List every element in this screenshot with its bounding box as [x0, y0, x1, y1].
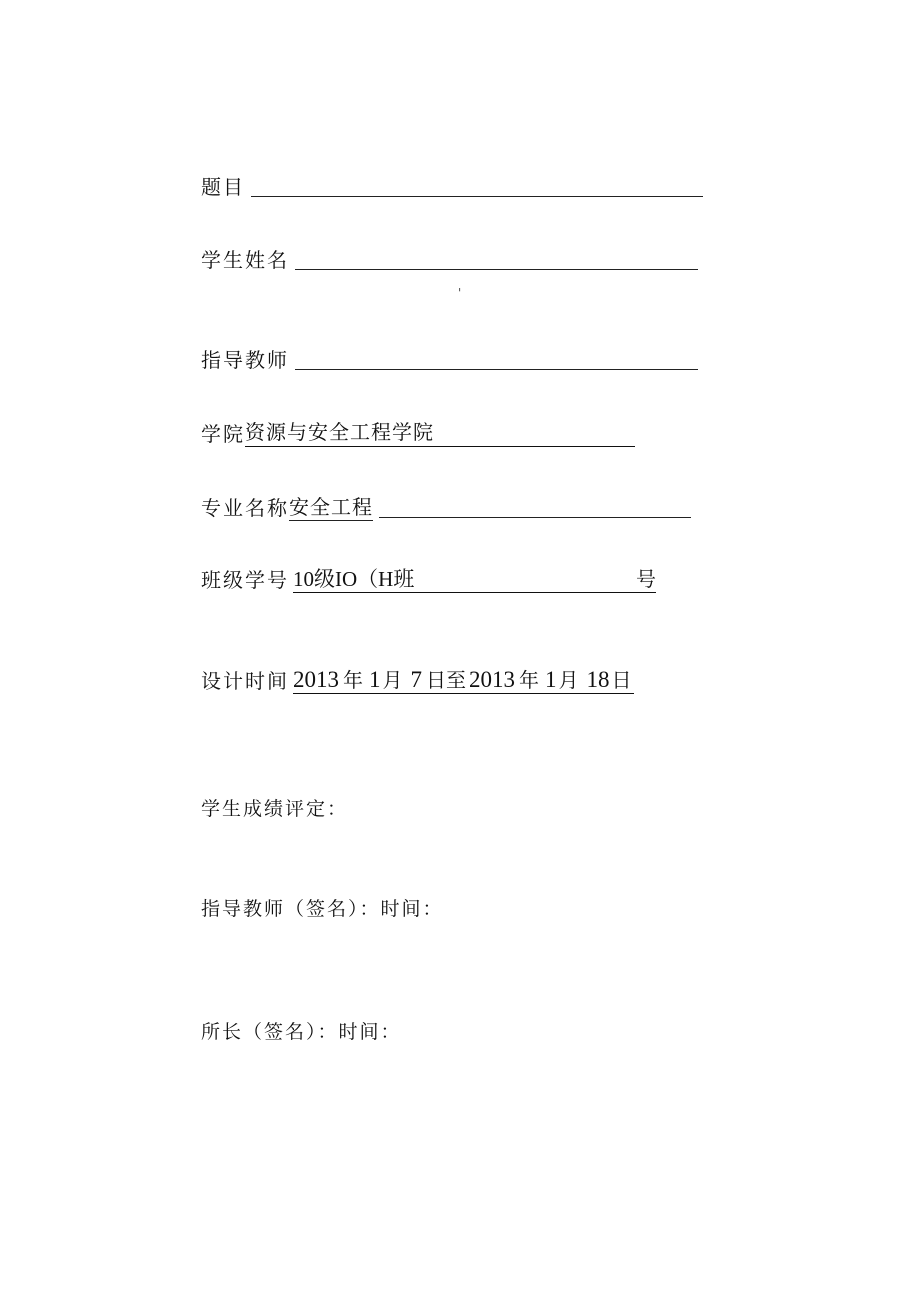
class-label: 班级学号 [201, 568, 289, 592]
title-label: 题目 [201, 175, 245, 199]
end-day: 18 [586, 667, 610, 692]
major-label: 专业名称 [201, 496, 289, 520]
advisor-row [201, 347, 698, 373]
college-row [201, 420, 635, 447]
title-field-line[interactable] [251, 195, 703, 197]
major-value[interactable]: 安全工程 [289, 495, 373, 519]
design-time-row [201, 667, 634, 694]
advisor-signature-label: 指导教师（签名）：时间： [201, 898, 444, 920]
day-unit-1: 日 [426, 668, 446, 692]
stray-mark: ' [458, 286, 462, 300]
grade-label: 学生成绩评定： [201, 798, 349, 820]
class-row [201, 566, 656, 593]
college-label: 学院 [201, 422, 245, 446]
start-year: 2013 [293, 667, 339, 692]
start-month: 1 [369, 667, 381, 692]
student-name-label: 学生姓名 [201, 248, 289, 272]
title-row [201, 174, 703, 200]
month-unit-2: 月 [558, 668, 579, 692]
start-day: 7 [410, 667, 422, 692]
advisor-field-line[interactable] [295, 368, 698, 370]
college-field[interactable] [245, 420, 635, 447]
major-field-line[interactable] [379, 516, 691, 518]
major-row [201, 494, 691, 521]
end-month: 1 [545, 667, 557, 692]
design-time-label: 设计时间 [201, 669, 289, 693]
college-value: 资源与安全工程学院 [245, 422, 434, 444]
year-unit-2: 年 [519, 668, 539, 692]
student-name-row [201, 247, 698, 273]
student-name-field-line[interactable] [295, 268, 698, 270]
director-signature-label: 所长（签名）：时间： [201, 1021, 402, 1043]
year-unit-1: 年 [343, 668, 363, 692]
end-year: 2013 [469, 667, 515, 692]
advisor-label: 指导教师 [201, 348, 289, 372]
class-value: 10级IO（H班 [293, 567, 415, 591]
class-suffix: 号 [636, 567, 656, 591]
month-unit-1: 月 [382, 668, 403, 692]
class-field[interactable] [293, 566, 656, 593]
to-word: 至 [446, 668, 466, 692]
design-time-field[interactable] [293, 667, 634, 694]
day-unit-2: 日 [611, 668, 632, 692]
